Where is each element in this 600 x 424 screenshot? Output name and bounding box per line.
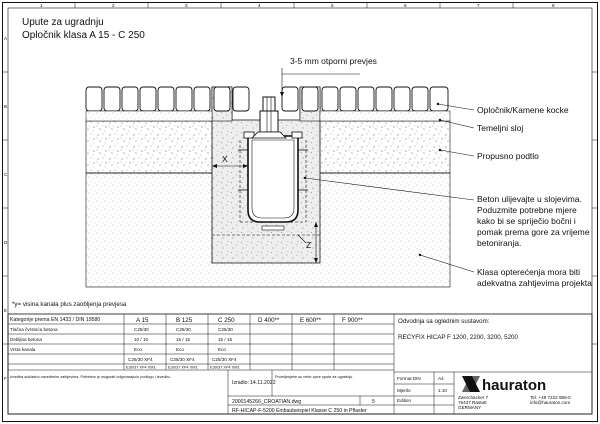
edition-label: Edition <box>397 398 412 403</box>
label-concrete-5: betoniranja. <box>477 238 522 248</box>
row-4-a: E30/37 XF4 XM1 <box>126 364 156 370</box>
header-subtitle: Opločnik klasa A 15 - C 250 <box>22 30 145 41</box>
table-note: Izvedba sukladno navedenim zahtjevima. Potrebno je osigurati odgovarajuću podlogu i izvedbu. <box>10 375 171 379</box>
date-label: Izradio: <box>232 380 250 386</box>
changed-note: Promijenjene su neke opće upute za ugradnju. <box>275 375 354 379</box>
border-side-b: B <box>4 104 8 109</box>
contact-1: Tel. +49 7222 958-0 <box>530 395 571 400</box>
border-side-d: D <box>4 240 8 245</box>
label-load-1: Klasa opterećenja mora biti <box>477 267 581 277</box>
border-side-c: C <box>4 172 8 177</box>
brand-name: hauraton <box>482 377 547 394</box>
label-concrete-4: pomak prema gore za vrijeme <box>477 227 590 237</box>
pavers-right <box>282 87 448 111</box>
drain-channel <box>238 97 308 230</box>
col-f900: F 900** <box>342 317 363 324</box>
row-2-label: Vrsta kanala <box>10 347 36 352</box>
product-label: Odvodnja sa oglednim sustavom: <box>398 318 490 325</box>
label-pavers: Opločnik/Kamene kocke <box>477 105 569 115</box>
row-1-b: 15 / 15 <box>176 337 191 342</box>
label-concrete-1: Beton ulijevajte u slojevima. <box>477 194 582 204</box>
row-1-a: 10 / 10 <box>134 337 149 342</box>
border-side-f: F <box>4 376 7 381</box>
border-top-8: 8 <box>552 3 555 8</box>
brand-logo-icon <box>462 376 480 392</box>
dim-x-label: X <box>222 154 228 164</box>
border-top-7: 7 <box>477 3 480 8</box>
col-d400: D 400** <box>258 317 280 324</box>
border-top-2: 2 <box>112 3 115 8</box>
footer-text: RF-HICAP-F-5200 Einbaubeispiel Klasse C 250 in Pflaster <box>232 408 367 414</box>
scale-label: Mjerilo <box>397 388 411 393</box>
label-concrete-2: Poduzmite potrebne mjere <box>477 205 577 215</box>
title-block <box>8 314 592 414</box>
row-0-a: C25/30 <box>134 327 149 332</box>
annotations <box>477 105 592 288</box>
row-2-a: Eco <box>134 347 142 352</box>
border-top-5: 5 <box>331 3 334 8</box>
product-value: RECYFIX HICAP F 1200, 2200, 3200, 5200 <box>398 334 518 341</box>
row-3-b: C25/30 XF4 <box>170 357 195 362</box>
row-3-a: C25/30 XF4 <box>128 357 153 362</box>
border-top-1: 1 <box>40 3 43 8</box>
row-0-label: Tlačna čvrstoća betona <box>10 327 58 332</box>
label-load-2: adekvatna zahtjevima projekta <box>477 278 592 288</box>
table-row-header: Kategorije prema EN 1433 / DIN 19580 <box>10 317 101 323</box>
col-b125: B 125 <box>176 317 193 324</box>
footnote: *y= visina kanala plus zaobljenja prevjesa <box>12 301 127 308</box>
row-4-c: E30/37 XF4 XM1 <box>210 364 240 370</box>
border-top-4: 4 <box>258 3 261 8</box>
label-concrete-3: kako bi se spriječio bočni i <box>477 216 576 226</box>
row-2-b: Eco <box>176 347 184 352</box>
file-name: 2000145266_CROATIAN.dwg <box>232 399 302 405</box>
col-e600: E 600** <box>300 317 321 324</box>
row-1-c: 15 / 15 <box>218 337 233 342</box>
col-a15: A 15 <box>136 317 149 324</box>
date-value: 14.11.2022 <box>250 380 276 386</box>
label-drain-layer: Propusno podtlo <box>477 151 539 161</box>
header-title: Upute za ugradnju <box>22 17 104 28</box>
border-side-a: A <box>4 36 8 41</box>
border-top-3: 3 <box>185 3 188 8</box>
col-c250: C 250 <box>218 317 235 324</box>
address-3: GERMANY <box>458 405 482 410</box>
row-2-c: Eco <box>218 347 226 352</box>
scale-value: 1:10 <box>438 388 447 393</box>
section-drawing <box>86 56 474 287</box>
format-value: A4 <box>438 376 444 381</box>
address-2: 76437 Rastatt <box>458 400 487 405</box>
row-0-c: C25/30 <box>218 327 233 332</box>
border-top-6: 6 <box>404 3 407 8</box>
dim-z-label: Z <box>306 240 312 250</box>
format-label: Format DIN <box>397 376 421 381</box>
pavers-left <box>86 87 249 111</box>
contact-2: info@hauraton.com <box>530 400 571 405</box>
row-1-label: Debljina betona <box>10 337 42 342</box>
row-3-c: C25/30 XF4 <box>212 357 237 362</box>
row-0-b: C25/30 <box>176 327 191 332</box>
gap-note: 3-5 mm otporni prevjes <box>290 56 377 66</box>
row-4-b: E30/37 XF4 XM1 <box>168 364 198 370</box>
label-base-layer: Temeljni sloj <box>477 123 524 133</box>
address-1: Zwerchäcker 7 <box>458 395 489 400</box>
sheet-number: 5 <box>372 399 375 405</box>
border-side-e: E <box>4 308 8 313</box>
